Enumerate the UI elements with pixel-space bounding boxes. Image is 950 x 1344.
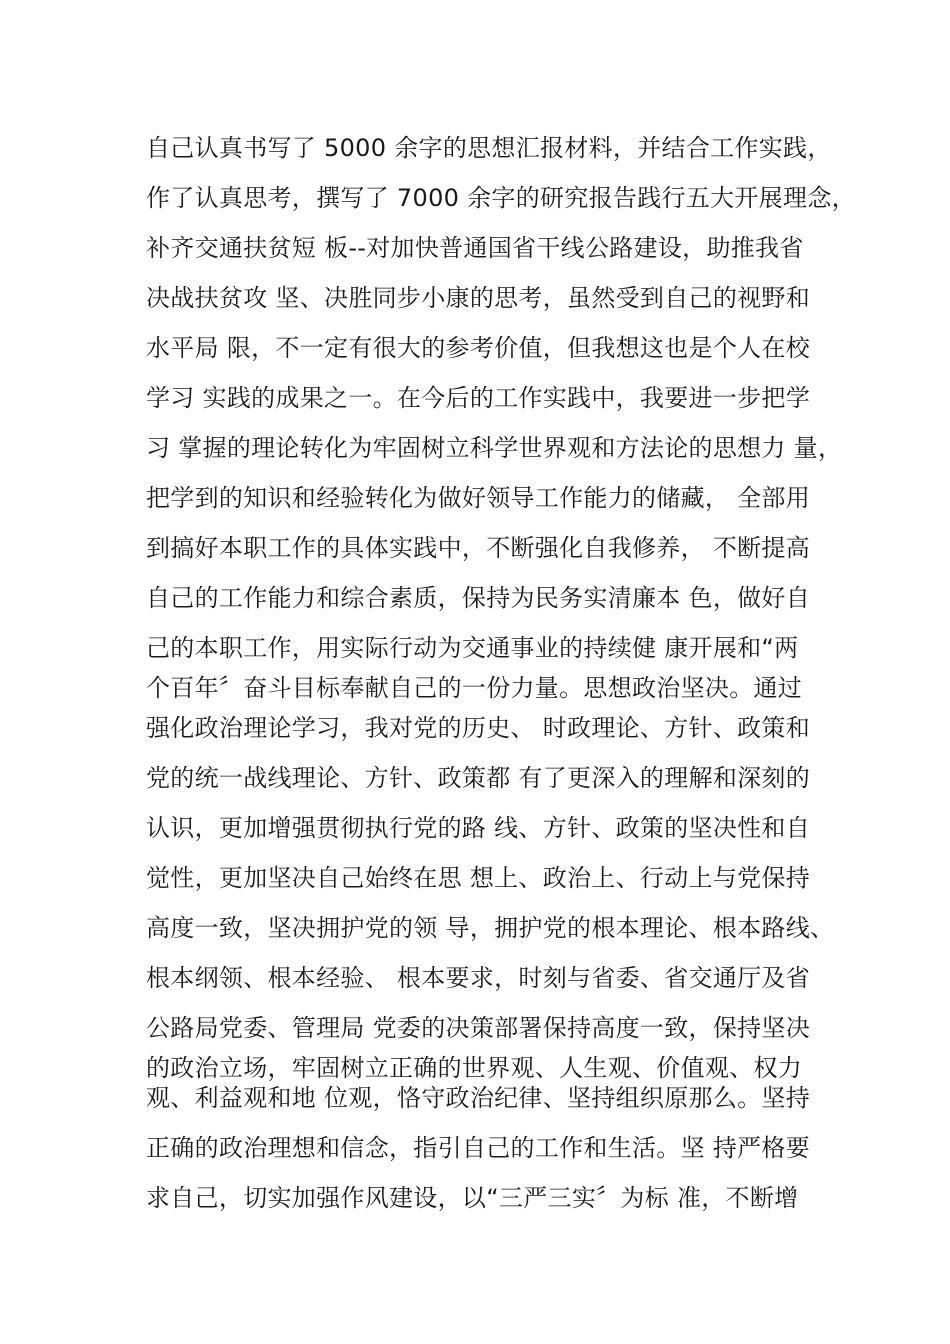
body-text-line: 补齐交通扶贫短 板--对加快普通国省干线公路建设，助推我省: [146, 234, 804, 262]
body-text-line: 高度一致，坚决拥护党的领 导，拥护党的根本理论、根本路线、: [146, 914, 835, 942]
body-text-line: 公路局党委、管理局 党委的决策部署保持高度一致，保持坚决: [146, 1014, 811, 1042]
body-text-line: 习 掌握的理论转化为牢固树立科学世界观和方法论的思想力 量，: [146, 434, 843, 462]
body-text-line: 学习 实践的成果之一。在今后的工作实践中，我要进一步把学: [146, 384, 811, 412]
body-text-line: 作了认真思考，撰写了 7000 余字的研究报告践行五大开展理念，: [146, 184, 856, 212]
body-text-line: 党的统一战线理论、方针、政策都 有了更深入的理解和深刻的: [146, 764, 811, 792]
body-text-line: 把学到的知识和经验转化为做好领导工作能力的储藏， 全部用: [146, 484, 811, 512]
body-text-line: 认识，更加增强贯彻执行党的路 线、方针、政策的坚决性和自: [146, 814, 811, 842]
body-text-line: 观、利益观和地 位观，恪守政治纪律、坚持组织原那么。坚持: [146, 1084, 811, 1112]
body-text-line: 的政治立场，牢固树立正确的世界观、人生观、价值观、权力: [146, 1054, 803, 1082]
body-text-line: 觉性，更加坚决自己始终在思 想上、政治上、行动上与党保持: [146, 864, 811, 892]
body-text-line: 水平局 限，不一定有很大的参考价值，但我想这也是个人在校: [146, 334, 811, 362]
body-text-line: 到搞好本职工作的具体实践中，不断强化自我修养， 不断提高: [146, 534, 811, 562]
body-text-line: 己的本职工作，用实际行动为交通事业的持续健 康开展和“两: [146, 634, 799, 662]
body-text-line: 个百年〞奋斗目标奉献自己的一份力量。思想政治坚决。通过: [146, 674, 803, 702]
body-text-line: 强化政治理论学习，我对党的历史、 时政理论、方针、政策和: [146, 714, 811, 742]
body-text-line: 决战扶贫攻 坚、决胜同步小康的思考，虽然受到自己的视野和: [146, 284, 811, 312]
body-text-line: 自己的工作能力和综合素质，保持为民务实清廉本 色，做好自: [146, 584, 811, 612]
body-text-line: 自己认真书写了 5000 余字的思想汇报材料，并结合工作实践，: [146, 134, 832, 162]
body-text-line: 求自己，切实加强作风建设，以“三严三实〞为标 准，不断增: [146, 1184, 799, 1212]
body-text-line: 正确的政治理想和信念，指引自己的工作和生活。坚 持严格要: [146, 1134, 811, 1162]
body-text-line: 根本纲领、根本经验、 根本要求，时刻与省委、省交通厅及省: [146, 964, 811, 992]
